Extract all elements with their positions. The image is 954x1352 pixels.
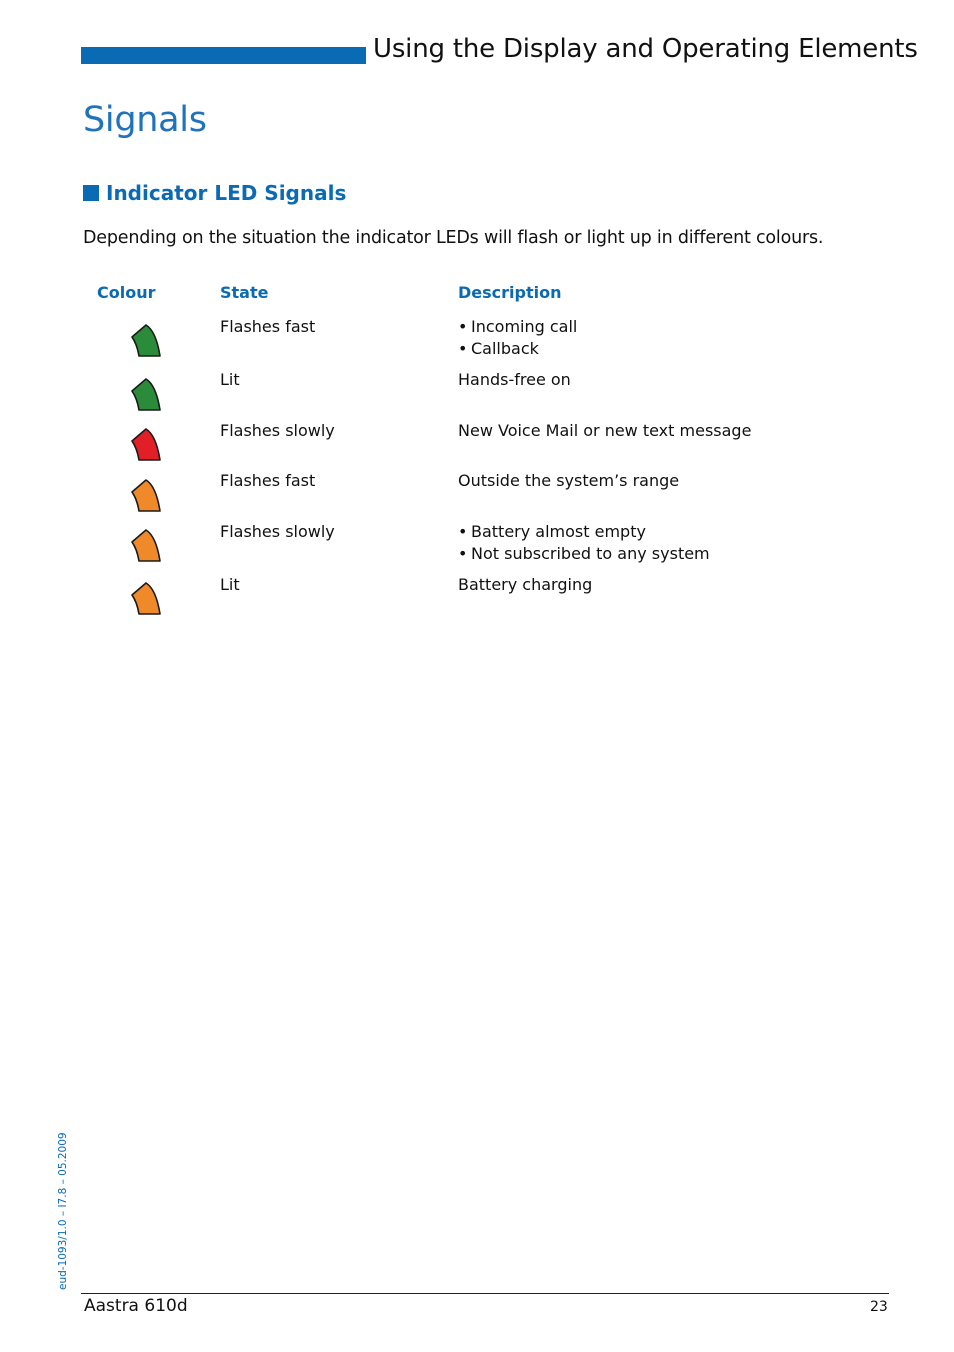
list-item: • Not subscribed to any system: [458, 543, 710, 565]
description-cell: New Voice Mail or new text message: [458, 421, 752, 440]
footer-divider: [81, 1293, 889, 1294]
state-cell: Flashes fast: [220, 317, 316, 336]
section-heading: [83, 181, 346, 205]
led-orange-icon: [128, 580, 164, 616]
state-cell: Lit: [220, 370, 240, 389]
state-cell: Flashes slowly: [220, 421, 335, 440]
state-cell: Lit: [220, 575, 240, 594]
description-cell: Battery charging: [458, 575, 593, 594]
led-green-icon: [128, 376, 164, 412]
state-cell: Flashes fast: [220, 471, 316, 490]
document-reference: eud-1093/1.0 – I7.8 – 05.2009: [57, 1132, 69, 1290]
description-list: [458, 521, 710, 564]
footer-product-name: Aastra 610d: [84, 1296, 188, 1316]
intro-paragraph: Depending on the situation the indicator LEDs will flash or light up in different colours.: [83, 228, 824, 248]
list-item: • Callback: [458, 338, 577, 360]
page-number: 23: [870, 1299, 888, 1315]
header-bar: [81, 47, 366, 64]
state-cell: Flashes slowly: [220, 522, 335, 541]
led-green-icon: [128, 322, 164, 358]
column-header-state: State: [220, 283, 269, 302]
header-title: Using the Display and Operating Elements: [373, 34, 918, 64]
list-item: • Incoming call: [458, 316, 577, 338]
description-list: [458, 316, 577, 359]
list-item: • Battery almost empty: [458, 521, 710, 543]
section-heading-text: Indicator LED Signals: [106, 181, 347, 205]
column-header-colour: Colour: [97, 283, 156, 302]
page-title: Signals: [83, 100, 207, 140]
description-cell: Outside the system’s range: [458, 471, 680, 490]
column-header-description: Description: [458, 283, 562, 302]
led-orange-icon: [128, 477, 164, 513]
led-red-icon: [128, 426, 164, 462]
led-orange-icon: [128, 527, 164, 563]
description-cell: Hands-free on: [458, 370, 571, 389]
square-bullet-icon: [83, 185, 99, 201]
